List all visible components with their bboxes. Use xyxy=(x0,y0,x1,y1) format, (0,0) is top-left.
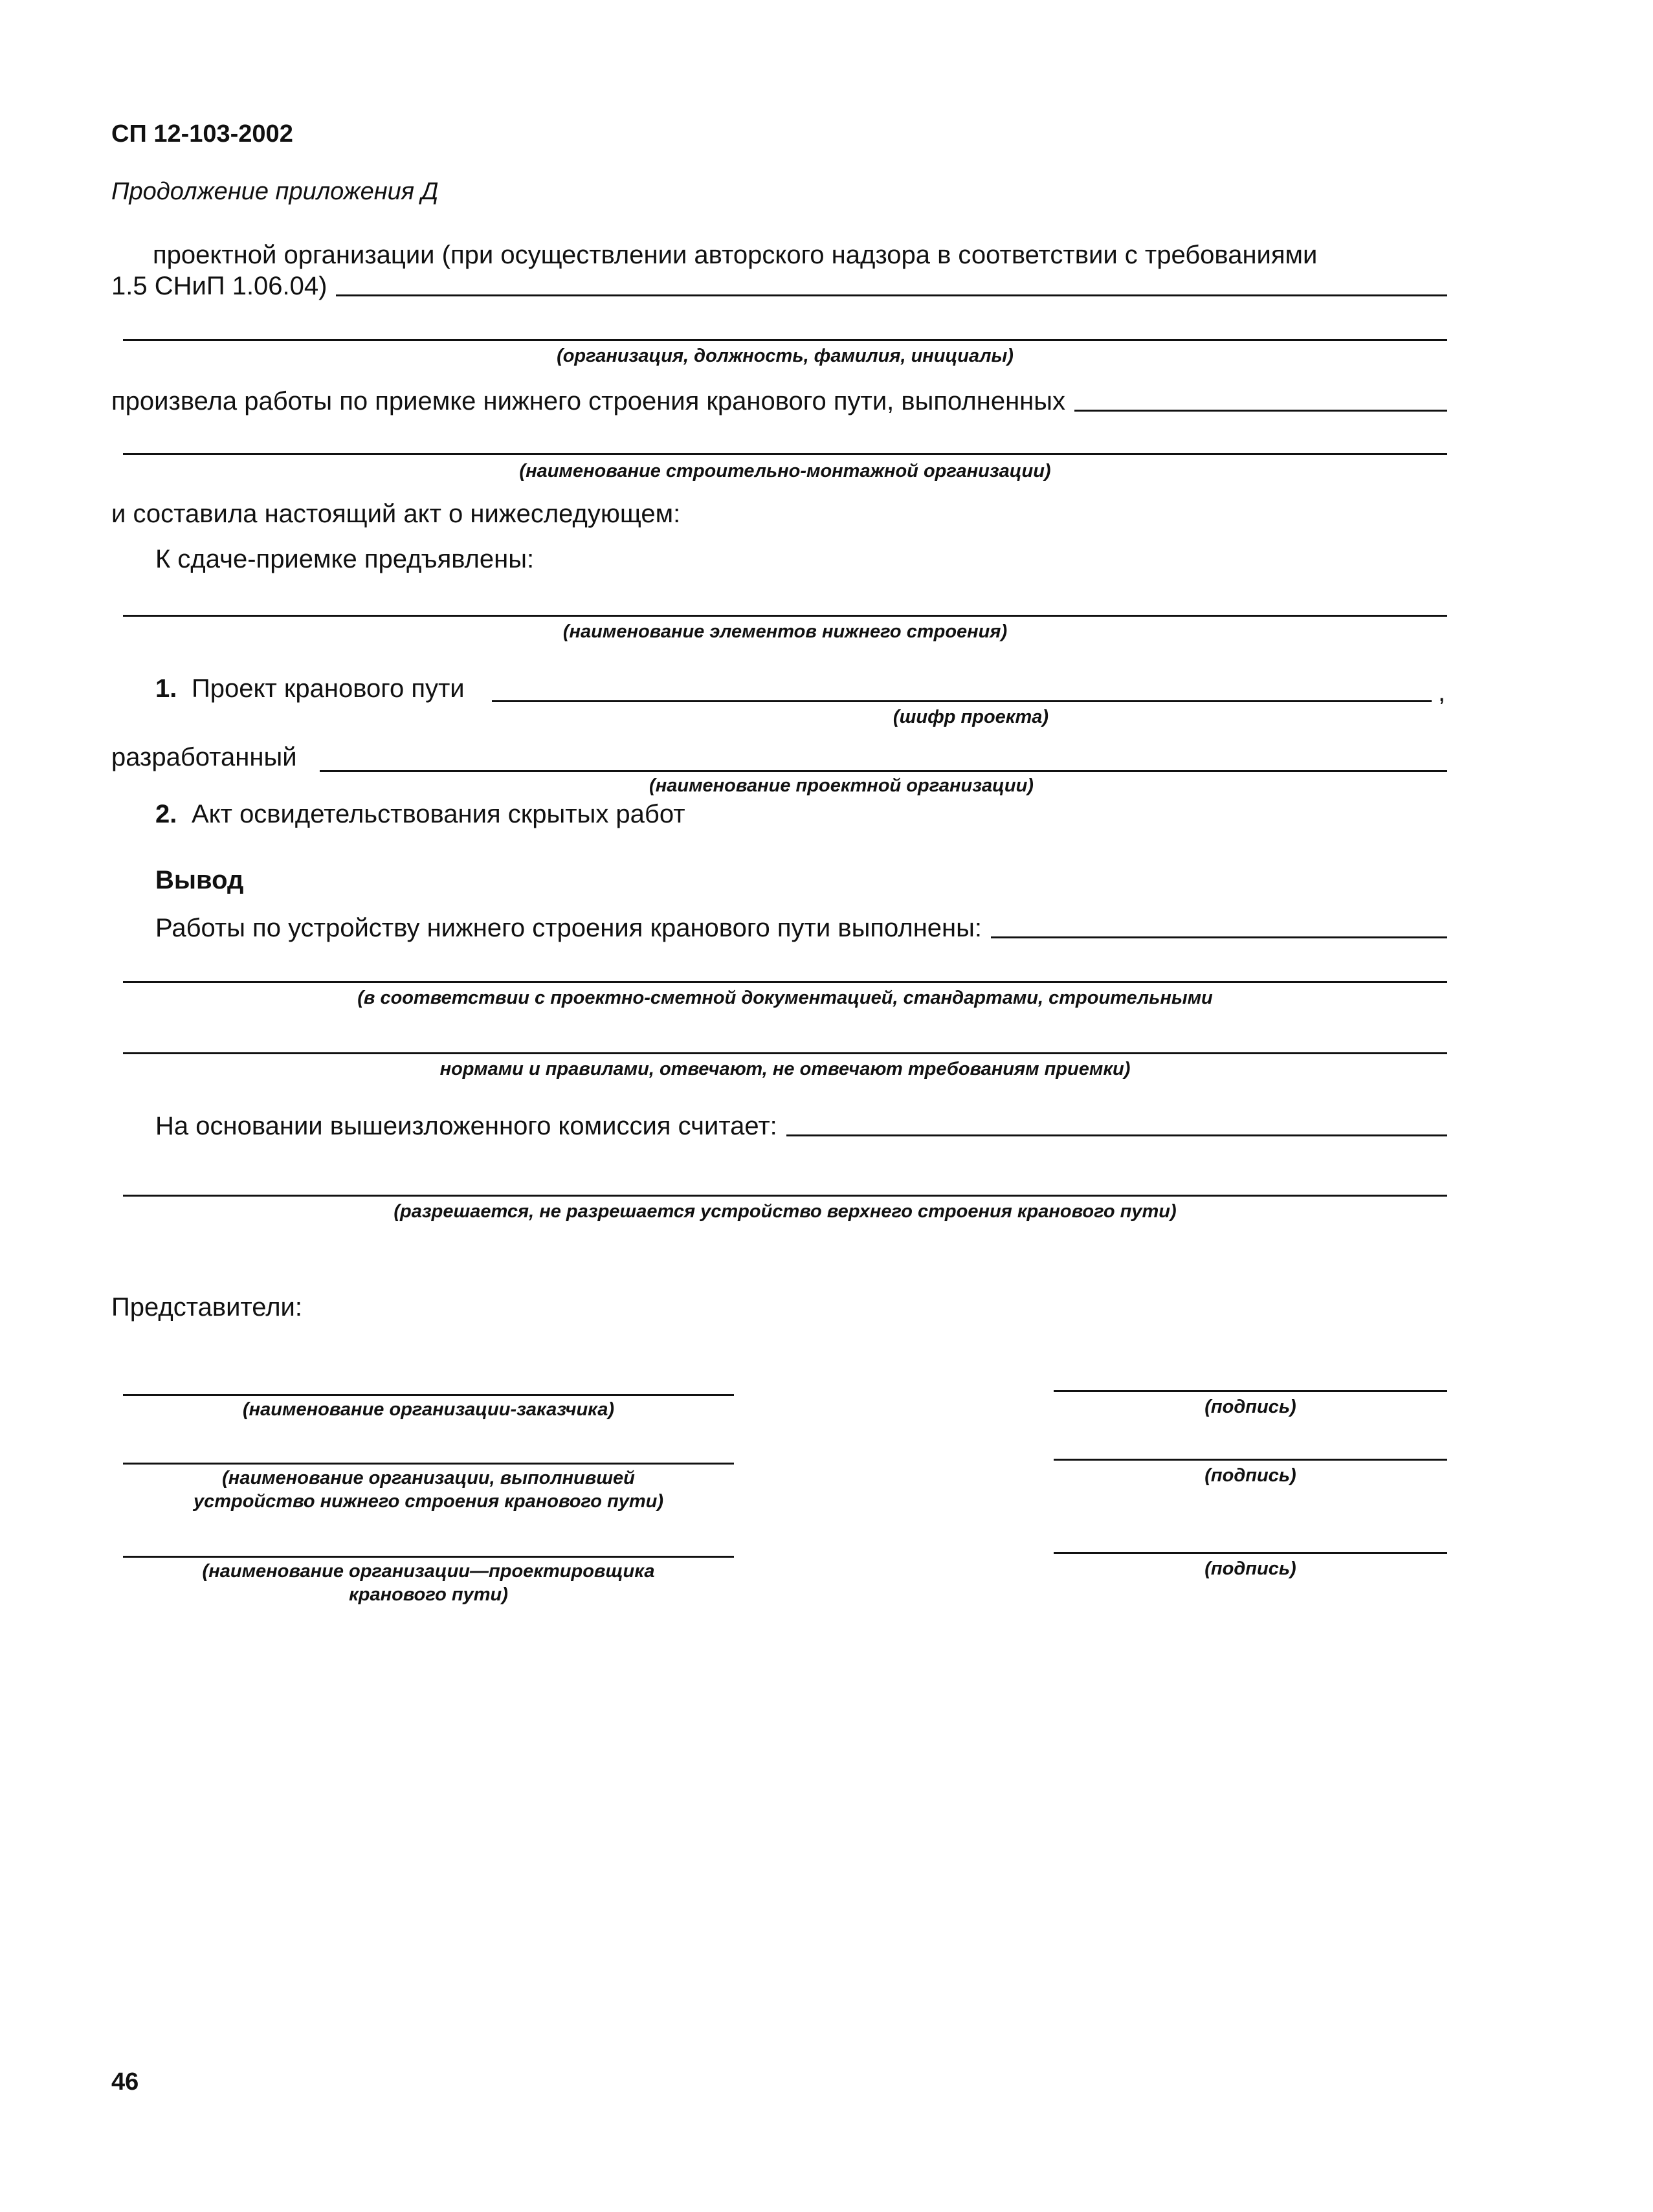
item-1-number: 1. xyxy=(155,674,177,703)
intro-line-2 xyxy=(111,271,1447,302)
intro-line-2-text: 1.5 СНиП 1.06.04) xyxy=(111,272,327,300)
item-2-number: 2. xyxy=(155,800,177,828)
signature-line-3[interactable] xyxy=(1054,1552,1447,1554)
contractor-line[interactable] xyxy=(123,453,1447,455)
caption-contractor: (наименование строительно-монтажной организации) xyxy=(519,461,1051,481)
appendix-note: Продолжение приложения Д xyxy=(111,178,439,205)
project-code-line[interactable] xyxy=(492,700,1432,702)
page-number: 46 xyxy=(111,2068,139,2096)
commission-text: На основании вышеизложенного комиссия считает: xyxy=(155,1112,777,1140)
caption-compliance-1: (в соответствии с проектно-сметной документацией, стандартами, строительными xyxy=(357,988,1213,1008)
caption-org-position: (организация, должность, фамилия, инициалы) xyxy=(557,346,1014,366)
caption-elements: (наименование элементов нижнего строения) xyxy=(562,621,1008,642)
performed-fill-line[interactable] xyxy=(1074,390,1447,412)
signature-org-line-3[interactable] xyxy=(123,1556,734,1558)
works-line xyxy=(155,912,1447,944)
item-1-comma: , xyxy=(1438,678,1446,707)
works-fill-line[interactable] xyxy=(991,917,1447,938)
signature-line-2[interactable] xyxy=(1054,1459,1447,1461)
intro-fill-line[interactable] xyxy=(336,275,1447,296)
compiled-text: и составила настоящий акт о нижеследующем: xyxy=(111,500,681,528)
caption-project-code: (шифр проекта) xyxy=(893,707,1049,727)
intro-line-1: проектной организации (при осуществлении авторского надзора в соответствии с требованиями xyxy=(153,241,1318,269)
conclusion-title: Вывод xyxy=(155,866,244,894)
item-1-text: Проект кранового пути xyxy=(192,674,465,703)
elements-line[interactable] xyxy=(123,615,1447,617)
caption-permission: (разрешается, не разрешается устройство верхнего строения кранового пути) xyxy=(394,1201,1177,1222)
signature-org-caption-3b: кранового пути) xyxy=(349,1584,508,1605)
signature-org-line-2[interactable] xyxy=(123,1463,734,1465)
permission-line[interactable] xyxy=(123,1195,1447,1197)
compliance-line-2[interactable] xyxy=(123,1052,1447,1054)
document-code: СП 12-103-2002 xyxy=(111,120,293,148)
caption-compliance-2: нормами и правилами, отвечают, не отвечают требованиям приемки) xyxy=(439,1059,1131,1079)
performed-text: произвела работы по приемке нижнего строения кранового пути, выполненных xyxy=(111,387,1066,415)
representatives-title: Представители: xyxy=(111,1293,302,1322)
caption-design-org: (наименование проектной организации) xyxy=(649,775,1034,796)
org-position-line[interactable] xyxy=(123,339,1447,341)
signature-caption-3: (подпись) xyxy=(1204,1558,1296,1579)
signature-org-caption-1: (наименование организации-заказчика) xyxy=(242,1399,615,1420)
commission-line xyxy=(155,1111,1447,1142)
presented-text: К сдаче-приемке предъявлены: xyxy=(155,545,535,573)
item-2-text: Акт освидетельствования скрытых работ xyxy=(192,800,685,828)
signature-line-1[interactable] xyxy=(1054,1390,1447,1392)
signature-caption-1: (подпись) xyxy=(1204,1397,1296,1417)
performed-line xyxy=(111,386,1447,417)
signature-org-caption-2b: устройство нижнего строения кранового пути) xyxy=(193,1491,664,1512)
works-text: Работы по устройству нижнего строения кранового пути выполнены: xyxy=(155,914,982,942)
developed-text: разработанный xyxy=(111,743,297,771)
compliance-line-1[interactable] xyxy=(123,981,1447,983)
signature-org-caption-2a: (наименование организации, выполнившей xyxy=(222,1468,635,1488)
signature-org-line-1[interactable] xyxy=(123,1394,734,1396)
commission-fill-line[interactable] xyxy=(786,1115,1447,1136)
signature-org-caption-3a: (наименование организации—проектировщика xyxy=(202,1561,655,1582)
signature-caption-2: (подпись) xyxy=(1204,1465,1296,1486)
design-org-line[interactable] xyxy=(320,770,1447,772)
